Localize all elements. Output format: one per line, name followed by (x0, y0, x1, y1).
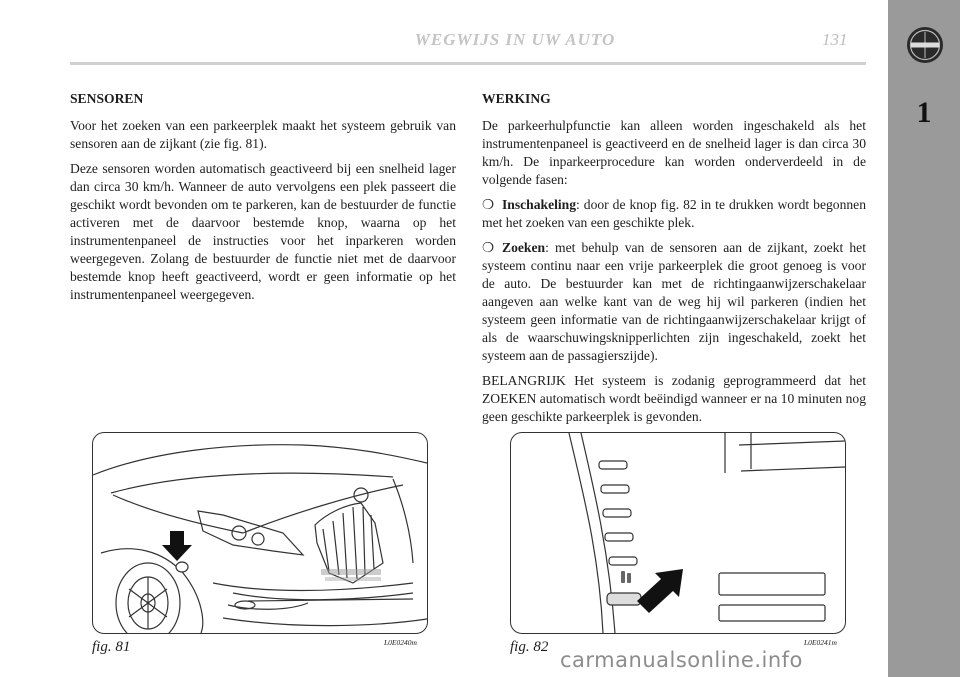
bullet-icon: ❍ (482, 197, 495, 212)
list-item (482, 239, 866, 365)
park-assist-button (607, 593, 641, 605)
car-front-illustration (93, 433, 427, 633)
figure-81-car-front (92, 432, 428, 634)
section-heading-sensoren: SENSOREN (70, 91, 144, 106)
section-heading-werking: WERKING (482, 91, 551, 106)
important-note: BELANGRIJK Het systeem is zodanig geprogrammeerd dat het ZOEKEN automatisch wordt beëindigd wanneer er na 10 minuten nog geen geschikte parkeerplek is gevonden. (482, 373, 866, 424)
bullet-icon: ❍ (482, 240, 495, 255)
header-divider (70, 62, 866, 65)
side-sensor-icon (176, 562, 188, 572)
list-item-text: : door de knop fig. 82 in te drukken wordt begonnen met het zoeken van een geschikte plek. (482, 197, 866, 230)
lancia-logo-icon (906, 26, 944, 64)
list-item (482, 196, 866, 232)
paragraph: Deze sensoren worden automatisch geactiveerd bij een snelheid lager dan circa 30 km/h. Wanneer de auto vervolgens een plek passeert die geschikt wordt bevonden om te parkeren, kan de bestuurder de functie activeren met de daarvoor bestemde knop, waarna op het instrumentenpaneel de instructies voor het inparkeren worden weergegeven. Zolang de bestuurder de functie niet met de daarvoor bestemde knop heeft geactiveerd, wordt er geen informatie op het instrumentenpaneel weergegeven. (70, 161, 456, 302)
figure-82-dashboard-button (510, 432, 846, 634)
left-column (70, 90, 456, 311)
list-item-text: : met behulp van de sensoren aan de zijkant, zoekt het systeem continu naar een vrije parkeerplek die groot genoeg is voor de auto. De bestuurder kan met de richtingaanwijzerschakelaar aangeven aan welke kant van de weg hij wil parkeren (indien het systeem geen informatie van de richtingaanwijzerschakelaar krijgt of als de waarschuwingsknipperlichten zijn ingeschakeld, zoekt het systeem aan de passagierszijde). (482, 240, 866, 363)
figure-code: L0E0240m (384, 638, 417, 647)
figure-label: fig. 81 (92, 639, 131, 655)
list-item-term: Zoeken (502, 240, 546, 255)
paragraph: Voor het zoeken van een parkeerplek maakt het systeem gebruik van sensoren aan de zijkant (zie fig. 81). (70, 118, 456, 151)
button-arrow-icon (637, 569, 683, 613)
dashboard-button-illustration (511, 433, 845, 633)
figure-code: L0E0241m (804, 638, 837, 647)
sensor-arrow-icon (162, 531, 192, 561)
watermark-text: carmanualsonline.info (560, 648, 803, 672)
list-item-term: Inschakeling (502, 197, 577, 212)
page-header-title: WEGWIJS IN UW AUTO (414, 30, 616, 49)
right-column (482, 90, 866, 433)
paragraph: De parkeerhulpfunctie kan alleen worden ingeschakeld als het instrumentenpaneel is geactiveerd en de snelheid lager is dan circa 30 km/h. De inparkeerprocedure kan worden onderverdeeld in de volgende fasen: (482, 118, 866, 187)
page-number: 131 (822, 30, 848, 49)
figure-label: fig. 82 (510, 639, 549, 655)
chapter-number: 1 (916, 96, 932, 129)
